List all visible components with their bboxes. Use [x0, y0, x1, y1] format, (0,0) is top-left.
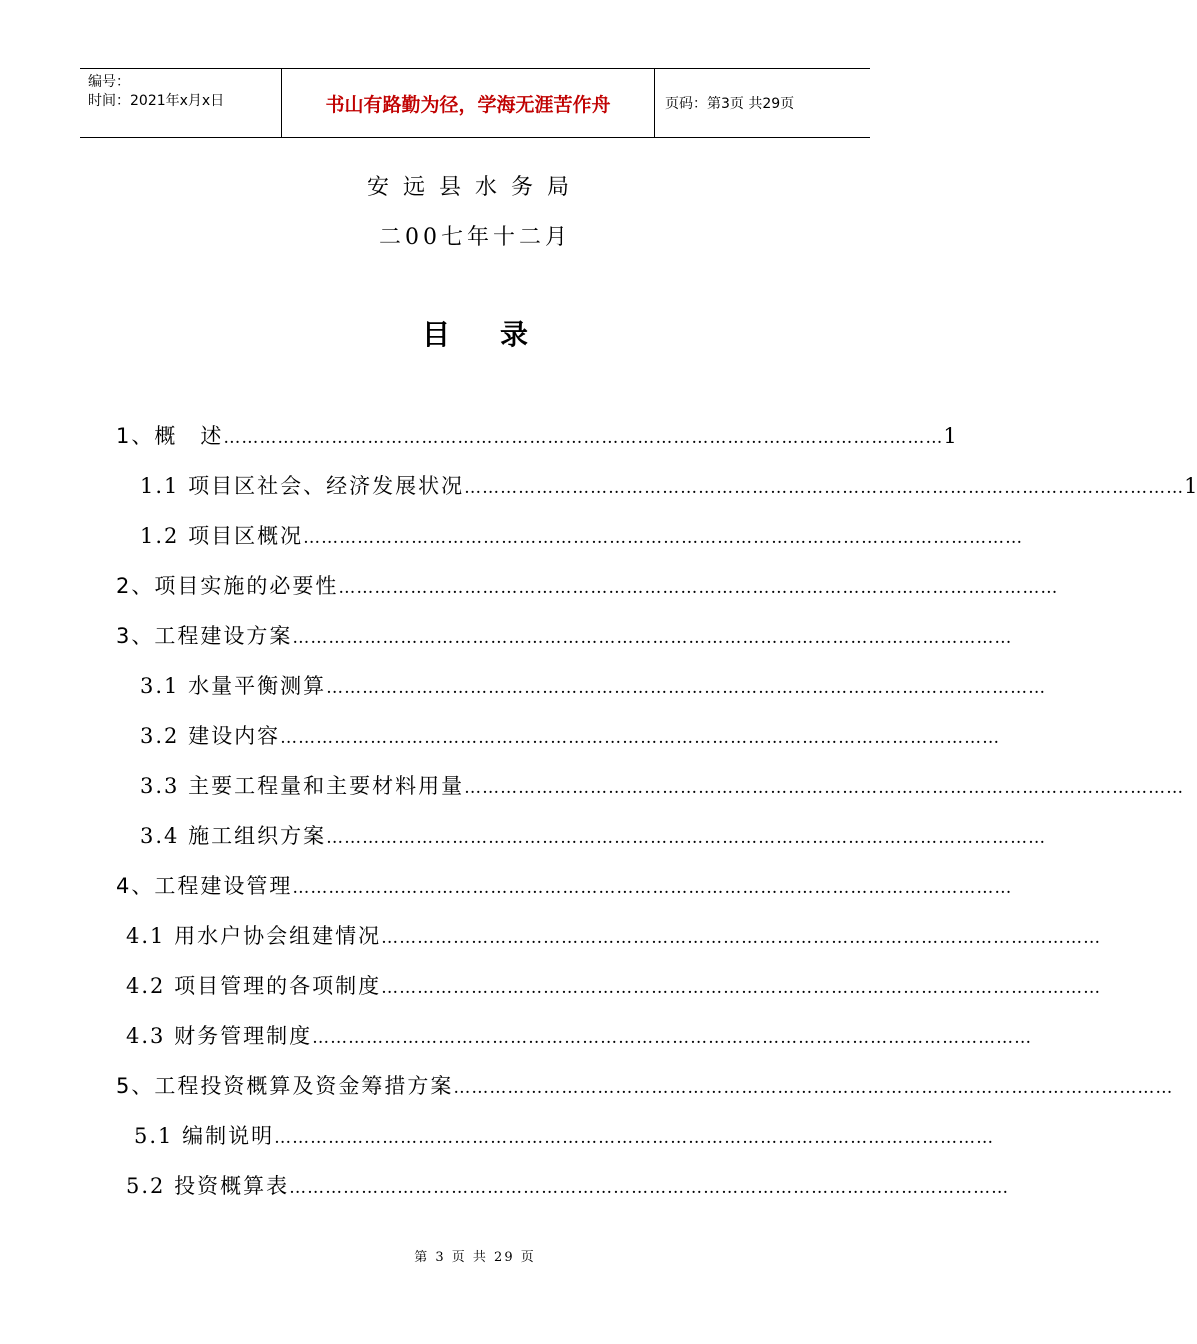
toc-entry-label: 3.4 施工组织方案 [140, 824, 327, 848]
document-date: 二00七年十二月 [379, 225, 571, 250]
toc-leader-dots: ………………………………………………………………………………………………………… [292, 628, 1013, 648]
toc-entry[interactable] [116, 420, 957, 454]
toc-entry-label: 3.2 建设内容 [140, 724, 281, 748]
page-header [80, 68, 870, 138]
toc-leader-dots: ………………………………………………………………………………………………………… [312, 1028, 1033, 1048]
toc-entry[interactable] [140, 670, 1047, 704]
header-page-info: 页码：第3页 共29页 [665, 96, 795, 112]
toc-leader-dots: ………………………………………………………………………………………………………… [289, 1178, 1010, 1198]
toc-leader-dots: ………………………………………………………………………………………………………… [274, 1128, 995, 1148]
toc-entry[interactable] [140, 470, 1197, 504]
toc-entry[interactable] [140, 720, 1001, 754]
toc-entry[interactable] [126, 970, 1102, 1004]
toc-entry[interactable] [126, 1020, 1033, 1054]
organization-name: 安远县水务局 [366, 175, 583, 200]
toc-entry[interactable] [126, 1170, 1010, 1204]
toc-entry-page: 1 [1184, 474, 1197, 498]
toc-entry-label: 3、工程建设方案 [116, 624, 293, 648]
toc-leader-dots: ………………………………………………………………………………………………………… [381, 928, 1102, 948]
header-meta [80, 69, 282, 137]
toc-entry-label: 4.3 财务管理制度 [126, 1024, 313, 1048]
toc-leader-dots: ………………………………………………………………………………………………………… [381, 978, 1102, 998]
toc-leader-dots: ………………………………………………………………………………………………………… [326, 678, 1047, 698]
time-label: 时间：2021年x月x日 [88, 93, 225, 109]
toc-leader-dots: ………………………………………………………………………………………………………… [280, 728, 1001, 748]
toc-leader-dots: ………………………………………………………………………………………………………… [326, 828, 1047, 848]
toc-entry[interactable] [116, 570, 1059, 604]
toc-entry-label: 4.1 用水户协会组建情况 [126, 924, 382, 948]
toc-entry-label: 3.3 主要工程量和主要材料用量 [140, 774, 465, 798]
toc-entry-label: 5、工程投资概算及资金筹措方案 [116, 1074, 454, 1098]
toc-entry-label: 5.2 投资概算表 [126, 1174, 290, 1198]
toc-leader-dots: ………………………………………………………………………………………………………… [292, 878, 1013, 898]
toc-entry-label: 5.1 编制说明 [134, 1124, 275, 1148]
toc-entry[interactable] [140, 520, 1024, 554]
header-motto: 书山有路勤为径，学海无涯苦作舟 [282, 69, 655, 137]
toc-entry-label: 1.2 项目区概况 [140, 524, 304, 548]
toc-entry-label: 4、工程建设管理 [116, 874, 293, 898]
toc-entry-page: 1 [943, 424, 957, 448]
toc-entry[interactable] [134, 1120, 995, 1154]
number-label: 编号： [88, 74, 130, 90]
toc-leader-dots: ………………………………………………………………………………………………………… [464, 478, 1185, 498]
toc-entry-label: 1.1 项目区社会、经济发展状况 [140, 474, 465, 498]
toc-entry-label: 1、概 述 [116, 424, 224, 448]
toc-entry[interactable] [126, 920, 1102, 954]
toc-leader-dots: ………………………………………………………………………………………………………… [464, 778, 1185, 798]
toc-entry[interactable] [116, 620, 1013, 654]
toc-leader-dots: ………………………………………………………………………………………………………… [223, 428, 944, 448]
toc-entry[interactable] [116, 1070, 1174, 1104]
toc-leader-dots: ………………………………………………………………………………………………………… [303, 528, 1024, 548]
toc-entry[interactable] [140, 770, 1185, 804]
toc-entry-label: 4.2 项目管理的各项制度 [126, 974, 382, 998]
toc-entry-label: 2、项目实施的必要性 [116, 574, 339, 598]
toc-entry[interactable] [116, 870, 1013, 904]
toc-leader-dots: ………………………………………………………………………………………………………… [338, 578, 1059, 598]
toc-entry[interactable] [140, 820, 1047, 854]
toc-entry-label: 3.1 水量平衡测算 [140, 674, 327, 698]
toc-title: 目录 [421, 318, 578, 351]
toc-leader-dots: ………………………………………………………………………………………………………… [453, 1078, 1174, 1098]
page-footer: 第 3 页 共 29 页 [414, 1250, 536, 1265]
